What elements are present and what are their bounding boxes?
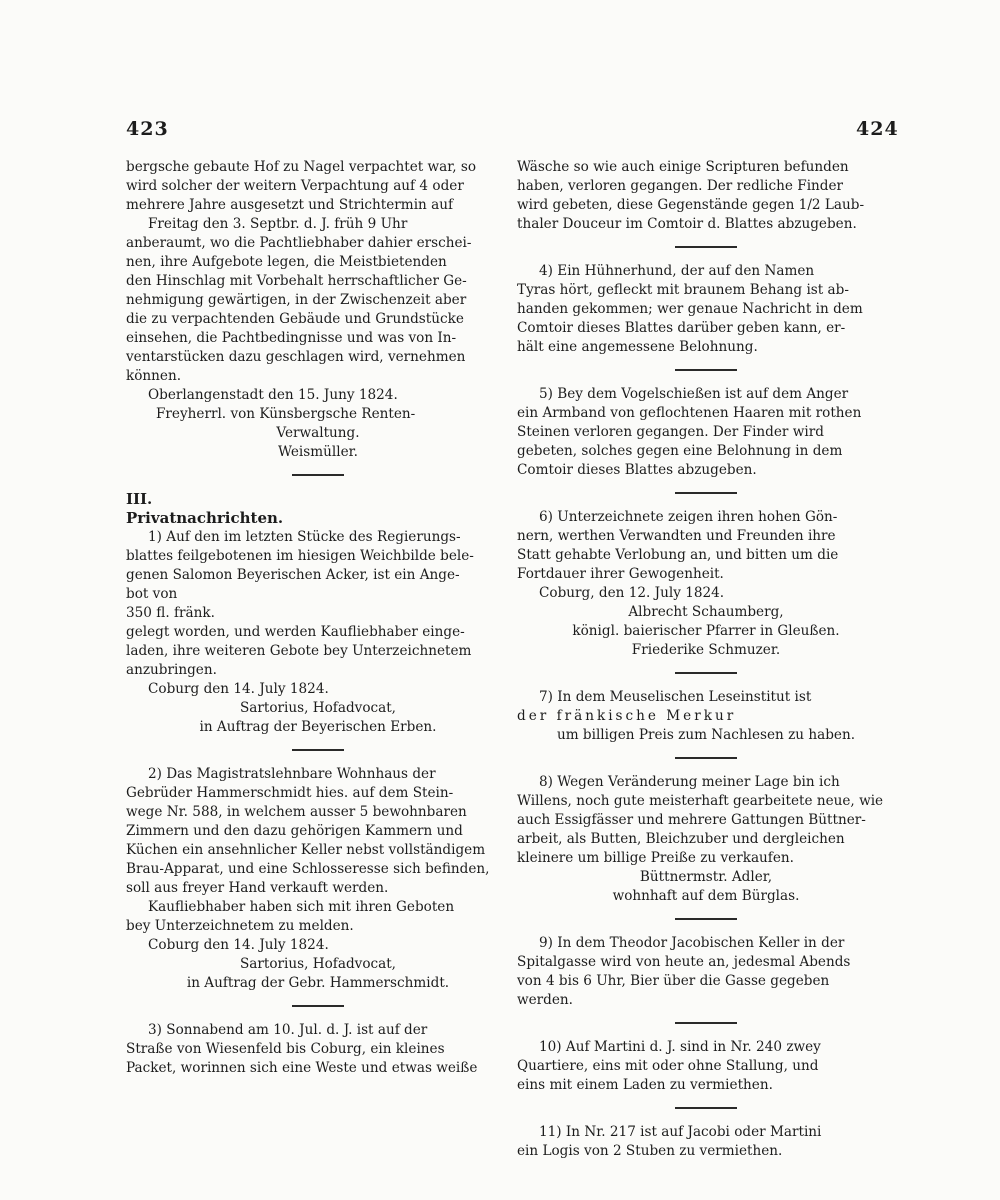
text-line: Statt gehabte Verlobung an, und bitten um die: [517, 547, 839, 563]
page-number-right: 424: [856, 118, 899, 140]
text-line: um billigen Preis zum Nachlesen zu haben.: [556, 727, 856, 743]
text-line: auch Essigfässer und mehrere Gattungen Büttner-: [517, 812, 866, 828]
signature-line: Sartorius, Hofadvocat,: [239, 700, 397, 716]
text-line: wird solcher der weitern Verpachtung auf 4 oder: [126, 178, 464, 194]
text-line: bot von: [126, 586, 178, 602]
text-line: eins mit einem Laden zu vermiethen.: [517, 1077, 773, 1093]
notice-date: Coburg, den 12. July 1824.: [539, 585, 725, 601]
text-line: gelegt worden, und werden Kaufliebhaber einge-: [126, 624, 465, 640]
text-line: arbeit, als Butten, Bleichzuber und dergleichen: [517, 831, 845, 847]
text-line: soll aus freyer Hand verkauft werden.: [126, 880, 389, 896]
text-line: bergsche gebaute Hof zu Nagel verpachtet war, so: [126, 159, 477, 175]
text-line: können.: [126, 368, 182, 384]
text-line: 1) Auf den im letzten Stücke des Regierungs-: [148, 529, 461, 545]
text-line: ventarstücken dazu geschlagen wird, vernehmen: [126, 349, 466, 365]
text-line: Comtoir dieses Blattes darüber geben kann, er-: [517, 320, 846, 336]
notice-divider: [675, 918, 737, 920]
text-line: werden.: [517, 992, 574, 1008]
notice-divider: [675, 1107, 737, 1109]
text-line: handen gekommen; wer genaue Nachricht in dem: [517, 301, 863, 317]
text-line: anberaumt, wo die Pachtliebhaber dahier erschei-: [126, 235, 472, 251]
text-line: Steinen verloren gegangen. Der Finder wird: [517, 424, 824, 440]
text-line: 2) Das Magistratslehnbare Wohnhaus der: [148, 766, 436, 782]
text-line: kleinere um billige Preiße zu verkaufen.: [517, 850, 794, 866]
text-line: ein Armband von geflochtenen Haaren mit rothen: [517, 405, 862, 421]
text-line: 8) Wegen Veränderung meiner Lage bin ich: [539, 774, 840, 790]
text-line: 9) In dem Theodor Jacobischen Keller in der: [539, 935, 845, 951]
text-line: gebeten, solches gegen eine Belohnung in dem: [517, 443, 843, 459]
section-heading: Privatnachrichten.: [126, 509, 284, 527]
text-line: genen Salomon Beyerischen Acker, ist ein Ange-: [126, 567, 460, 583]
text-line: 6) Unterzeichnete zeigen ihren hohen Gön-: [539, 509, 838, 525]
signature-name: Friederike Schmuzer.: [631, 642, 781, 658]
notice-divider: [675, 757, 737, 759]
notice-divider: [675, 672, 737, 674]
text-line: Brau-Apparat, und eine Schlosseresse sich befinden,: [126, 861, 490, 877]
page-number-left: 423: [126, 118, 169, 140]
text-line: blattes feilgebotenen im hiesigen Weichbilde bele-: [126, 548, 474, 564]
text-line: 11) In Nr. 217 ist auf Jacobi oder Martini: [539, 1124, 822, 1140]
notice-divider: [675, 1022, 737, 1024]
text-line: Gebrüder Hammerschmidt hies. auf dem Stein-: [126, 785, 454, 801]
text-line: wege Nr. 588, in welchem ausser 5 bewohnbaren: [126, 804, 467, 820]
signature-name: Weismüller.: [278, 444, 358, 460]
text-line: den Hinschlag mit Vorbehalt herrschaftlicher Ge-: [126, 273, 467, 289]
text-line: hält eine angemessene Belohnung.: [517, 339, 758, 355]
signature-line: Freyherrl. von Künsbergsche Renten-: [156, 406, 416, 422]
text-line: 4) Ein Hühnerhund, der auf den Namen: [539, 263, 815, 279]
section-divider: [292, 474, 344, 476]
text-line: Fortdauer ihrer Gewogenheit.: [517, 566, 724, 582]
notice-date: Coburg den 14. July 1824.: [148, 937, 329, 953]
notice-divider: [292, 749, 344, 751]
notice-divider: [675, 492, 737, 494]
text-line: anzubringen.: [126, 662, 217, 678]
text-line: thaler Douceur im Comtoir d. Blattes abzugeben.: [517, 216, 857, 232]
text-line: bey Unterzeichnetem zu melden.: [126, 918, 354, 934]
text-line: Willens, noch gute meisterhaft gearbeitete neue, wie: [517, 793, 884, 809]
text-line: die zu verpachtenden Gebäude und Grundstücke: [126, 311, 464, 327]
text-line: Tyras hört, gefleckt mit braunem Behang ist ab-: [517, 282, 849, 298]
price-line: 350 fl. fränk.: [126, 605, 215, 621]
text-line: Küchen ein ansehnlicher Keller nebst vollständigem: [126, 842, 486, 858]
text-line: wird gebeten, diese Gegenstände gegen 1/2 Laub-: [517, 197, 865, 213]
text-line: 7) In dem Meuselischen Leseinstitut ist: [539, 689, 812, 705]
text-line: Spitalgasse wird von heute an, jedesmal Abends: [517, 954, 851, 970]
text-line: Wäsche so wie auch einige Scripturen befunden: [517, 159, 849, 175]
notice-date: Coburg den 14. July 1824.: [148, 681, 329, 697]
newspaper-title: der fränkische Merkur: [517, 708, 737, 724]
signature-line: in Auftrag der Gebr. Hammerschmidt.: [186, 975, 450, 991]
text-line: haben, verloren gegangen. Der redliche Finder: [517, 178, 844, 194]
left-column: [126, 158, 510, 1078]
text-line: von 4 bis 6 Uhr, Bier über die Gasse gegeben: [517, 973, 830, 989]
signature-line: Büttnermstr. Adler,: [639, 869, 773, 885]
text-line: ein Logis von 2 Stuben zu vermiethen.: [517, 1143, 783, 1159]
notice-divider: [292, 1005, 344, 1007]
text-line: Freitag den 3. Septbr. d. J. früh 9 Uhr: [148, 216, 408, 232]
text-line: einsehen, die Pachtbedingnisse und was von In-: [126, 330, 457, 346]
text-line: 5) Bey dem Vogelschießen ist auf dem Anger: [539, 386, 849, 402]
notice-divider: [675, 369, 737, 371]
text-line: Straße von Wiesenfeld bis Coburg, ein kleines: [126, 1041, 445, 1057]
text-line: Packet, worinnen sich eine Weste und etwas weiße: [126, 1060, 478, 1076]
text-line: Quartiere, eins mit oder ohne Stallung, und: [517, 1058, 819, 1074]
text-line: Kaufliebhaber haben sich mit ihren Geboten: [148, 899, 455, 915]
signature-line: wohnhaft auf dem Bürglas.: [612, 888, 800, 904]
signature-line: Albrecht Schaumberg,: [628, 604, 784, 620]
text-line: mehrere Jahre ausgesetzt und Strichtermin auf: [126, 197, 454, 213]
signature-line: Sartorius, Hofadvocat,: [239, 956, 397, 972]
text-line: nehmigung gewärtigen, in der Zwischenzeit aber: [126, 292, 467, 308]
text-line: 3) Sonnabend am 10. Jul. d. J. ist auf der: [148, 1022, 428, 1038]
signature-line: königl. baierischer Pfarrer in Gleußen.: [572, 623, 840, 639]
signature-line: Verwaltung.: [276, 425, 360, 441]
right-column: [517, 158, 895, 1161]
signature-line: in Auftrag der Beyerischen Erben.: [199, 719, 437, 735]
text-line: nern, werthen Verwandten und Freunden ihre: [517, 528, 836, 544]
notice-divider: [675, 246, 737, 248]
section-number: III.: [126, 490, 153, 508]
notice-date: Oberlangenstadt den 15. Juny 1824.: [148, 387, 398, 403]
text-line: 10) Auf Martini d. J. sind in Nr. 240 zwey: [539, 1039, 821, 1055]
text-line: nen, ihre Aufgebote legen, die Meistbietenden: [126, 254, 447, 270]
text-line: Zimmern und den dazu gehörigen Kammern und: [126, 823, 463, 839]
text-line: Comtoir dieses Blattes abzugeben.: [517, 462, 757, 478]
text-line: laden, ihre weiteren Gebote bey Unterzeichnetem: [126, 643, 472, 659]
